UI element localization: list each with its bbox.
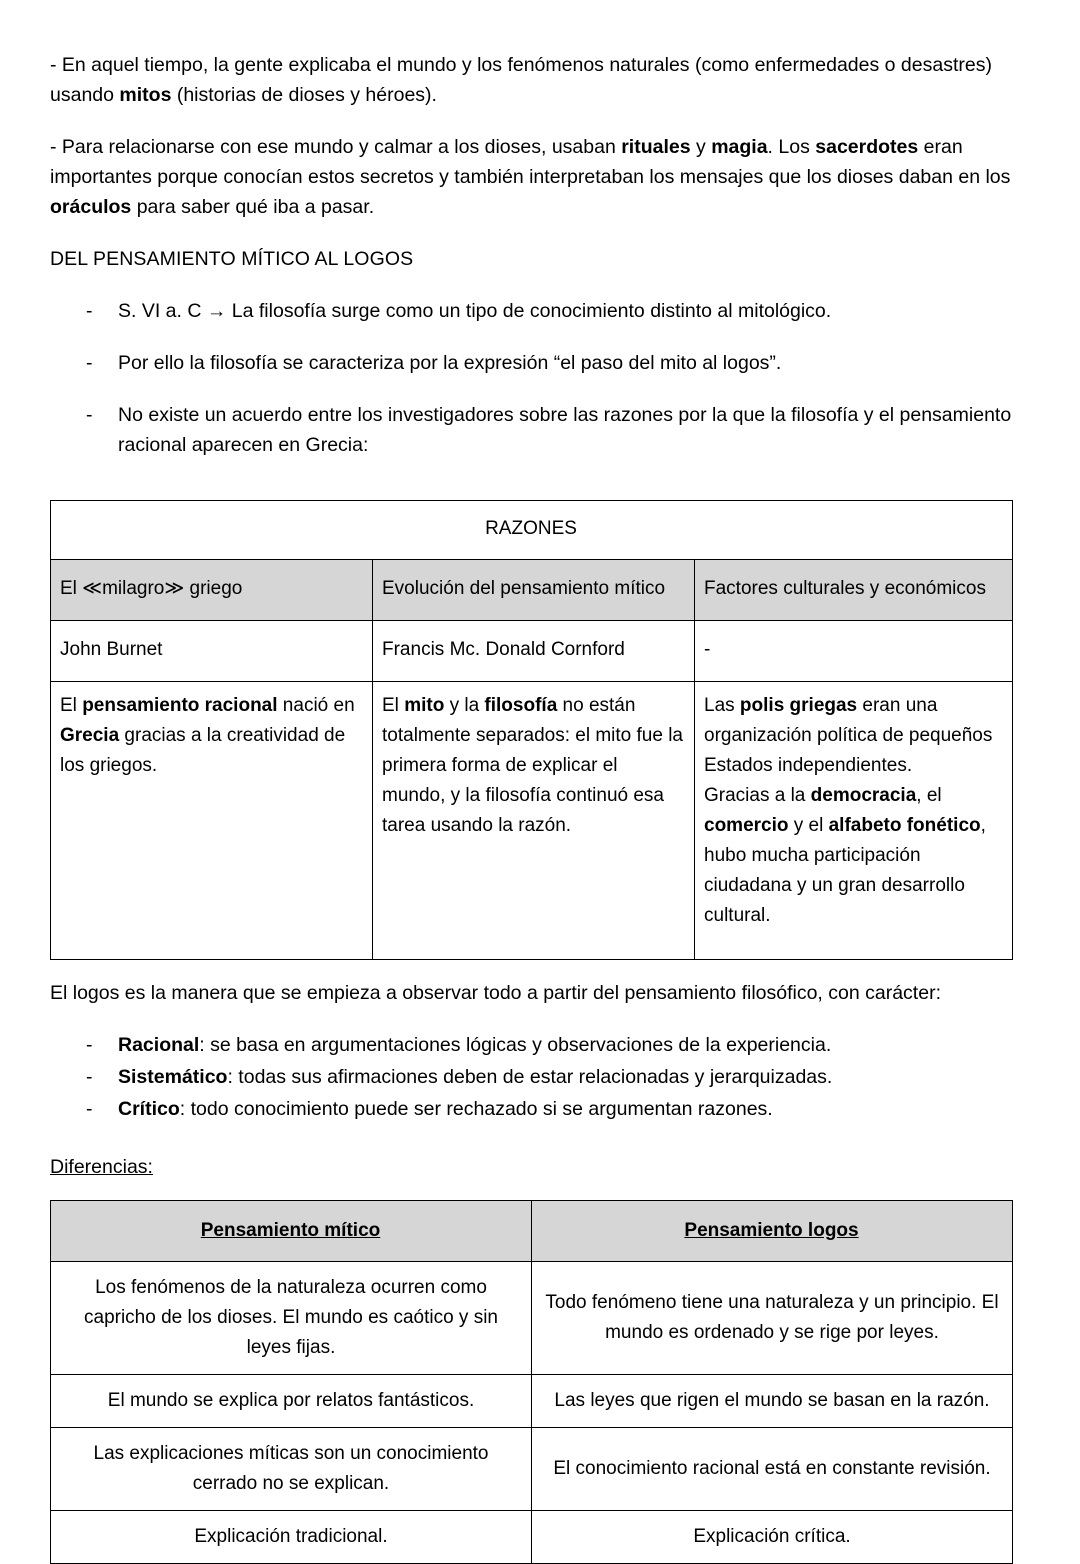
table-row (51, 1262, 1013, 1375)
diferencias-table (50, 1200, 1013, 1564)
list-item-term: Racional (118, 1034, 200, 1056)
column-header-pensamiento-mitico: Pensamiento mítico (51, 1201, 532, 1262)
intro-paragraph-1: - En aquel tiempo, la gente explicaba el mundo y los fenómenos naturales (como enfermedades o desastres) usando mitos (historias de dioses y héroes). (50, 54, 992, 106)
table-row-authors (51, 621, 1013, 682)
list-item-term: Sistemático (118, 1066, 228, 1088)
razones-cell-factores-culturales: Las polis griegas eran una organización política de pequeños Estados independientes. Gracias a la democracia, el comercio y el alfabeto fonético, hubo mucha participación ciudadana y un gran desarrollo cultural. (695, 682, 1013, 960)
list-item (50, 1094, 1016, 1124)
razones-cell-evolucion-mitico: El mito y la filosofía no están totalmente separados: el mito fue la primera forma de explicar el mundo, y la filosofía continuó esa tarea usando la razón. (373, 682, 695, 960)
author-francis-cornford: Francis Mc. Donald Cornford (373, 621, 695, 682)
cell-mitico-1: Los fenómenos de la naturaleza ocurren como capricho de los dioses. El mundo es caótico y sin leyes fijas. (51, 1262, 532, 1375)
list-item: - Por ello la filosofía se caracteriza por la expresión “el paso del mito al logos”. (50, 348, 1016, 378)
razones-cell-milagro-griego: El pensamiento racional nació en Grecia gracias a la creatividad de los griegos. (51, 682, 373, 960)
cell-mitico-3: Las explicaciones míticas son un conocimiento cerrado no se explican. (51, 1428, 532, 1511)
list-item (50, 1062, 1016, 1092)
intro-paragraph-2: - Para relacionarse con ese mundo y calmar a los dioses, usaban rituales y magia. Los sacerdotes eran importantes porque conocían estos secretos y también interpretaban los mensajes que los dioses daban en los oráculos para saber qué iba a pasar. (50, 136, 1011, 218)
author-john-burnet: John Burnet (51, 621, 373, 682)
author-none: - (695, 621, 1013, 682)
logos-intro-paragraph: El logos es la manera que se empieza a observar todo a partir del pensamiento filosófico, con carácter: (50, 982, 941, 1004)
section-heading-del-pensamiento-mitico-al-logos: DEL PENSAMIENTO MÍTICO AL LOGOS (50, 248, 414, 270)
logos-character-list (50, 1030, 1016, 1124)
list-item-rest: : todo conocimiento puede ser rechazado si se argumentan razones. (179, 1098, 773, 1120)
column-header-factores-culturales-economicos: Factores culturales y económicos (695, 560, 1013, 621)
cell-logos-4: Explicación crítica. (532, 1511, 1013, 1564)
cell-logos-1: Todo fenómeno tiene una naturaleza y un principio. El mundo es ordenado y se rige por leyes. (532, 1262, 1013, 1375)
cell-mitico-4: Explicación tradicional. (51, 1511, 532, 1564)
list-item-rest: : todas sus afirmaciones deben de estar relacionadas y jerarquizadas. (227, 1066, 833, 1088)
table-row-title (51, 501, 1013, 560)
table-row (51, 1511, 1013, 1564)
diferencias-label-text: Diferencias: (50, 1156, 153, 1178)
table-row-descriptions (51, 682, 1013, 960)
cell-mitico-2: El mundo se explica por relatos fantásticos. (51, 1375, 532, 1428)
razones-table (50, 500, 1013, 960)
razones-table-title: RAZONES (51, 501, 1013, 560)
mito-logos-bullet-list (50, 296, 1016, 460)
table-row (51, 1375, 1013, 1428)
diferencias-label (50, 1152, 1016, 1182)
table-row (51, 1428, 1013, 1511)
cell-logos-3: El conocimiento racional está en constante revisión. (532, 1428, 1013, 1511)
table-row-headers (51, 560, 1013, 621)
column-header-milagro-griego: El ≪milagro≫ griego (51, 560, 373, 621)
column-header-evolucion-pensamiento-mitico: Evolución del pensamiento mítico (373, 560, 695, 621)
table-row-headers (51, 1201, 1013, 1262)
list-item (50, 1030, 1016, 1060)
list-item-rest: : se basa en argumentaciones lógicas y observaciones de la experiencia. (199, 1034, 832, 1056)
list-item: - S. VI a. C → La filosofía surge como un tipo de conocimiento distinto al mitológico. (50, 296, 1016, 326)
list-item-term: Crítico (118, 1098, 180, 1120)
list-item: - No existe un acuerdo entre los investigadores sobre las razones por la que la filosofía y el pensamiento racional aparecen en Grecia: (50, 400, 1016, 460)
cell-logos-2: Las leyes que rigen el mundo se basan en la razón. (532, 1375, 1013, 1428)
column-header-pensamiento-logos: Pensamiento logos (532, 1201, 1013, 1262)
